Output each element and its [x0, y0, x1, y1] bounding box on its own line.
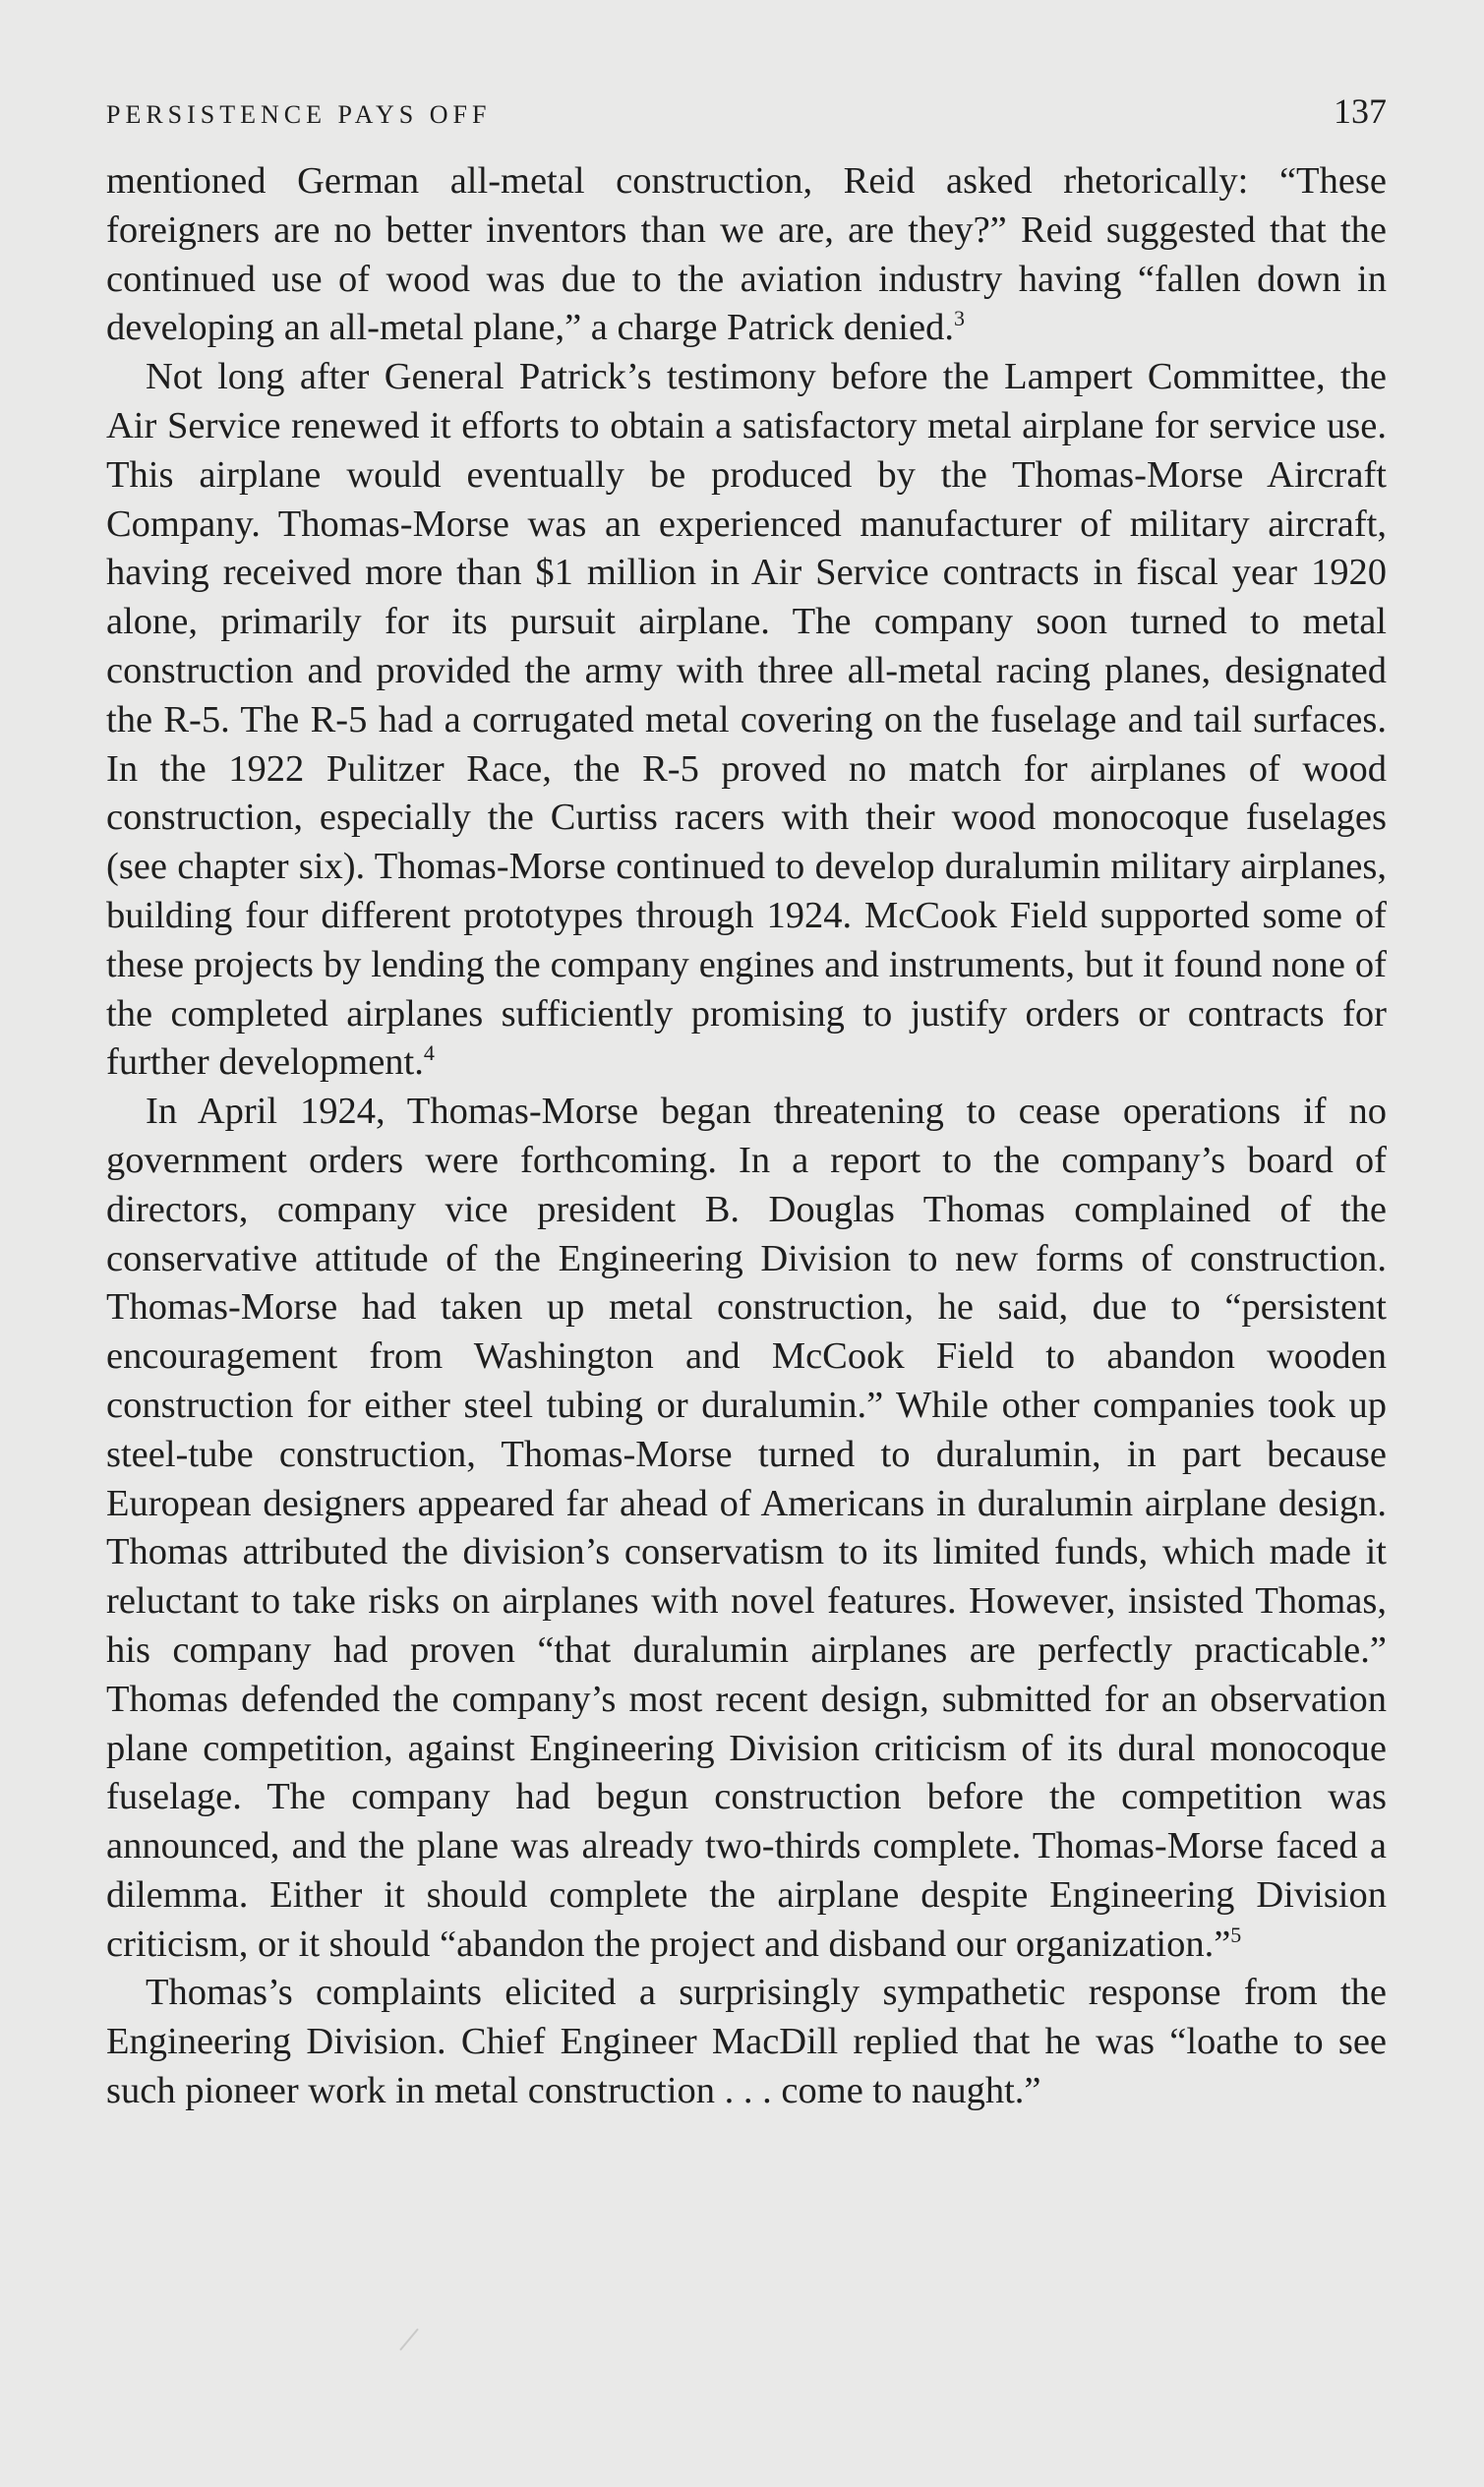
paragraph-4 — [106, 1969, 1387, 2115]
footnote-marker: 3 — [953, 306, 965, 331]
paragraph-text: In April 1924, Thomas-Morse began threatening to cease operations if no government orders were forthcoming. In a report to the company’s board of directors, company vice president B. Douglas Thomas complained of the conservative attitude of the Engineering Division to new forms of construction. Thomas-Morse had taken up metal construction, he said, due to “persistent encouragement from Washington and McCook Field to abandon wooden construction for either steel tubing or duralumin.” While other companies took up steel-tube construction, Thomas-Morse turned to duralumin, in part because European designers appeared far ahead of Americans in duralumin airplane design. Thomas attributed the division’s conservatism to its limited funds, which made it reluctant to take risks on airplanes with novel features. However, insisted Thomas, his company had proven “that duralumin airplanes are perfectly practicable.” Thomas defended the company’s most recent design, submitted for an observation plane competition, against Engineering Division criticism of its dural monocoque fuselage. The company had begun construction before the competition was announced, and the plane was already two-thirds complete. Thomas-Morse faced a dilemma. Either it should complete the airplane despite Engineering Division criticism, or it should “abandon the project and disband our organization.” — [106, 1091, 1387, 1965]
book-page — [106, 90, 1387, 2116]
paragraph-text: Not long after General Patrick’s testimony before the Lampert Committee, the Air Service renewed it efforts to obtain a satisfactory metal airplane for service use. This airplane would eventually be produced by the Thomas-Morse Aircraft Company. Thomas-Morse was an experienced manufacturer of military aircraft, having received more than $1 million in Air Service contracts in fiscal year 1920 alone, primarily for its pursuit airplane. The company soon turned to metal construction and provided the army with three all-metal racing planes, designated the R-5. The R-5 had a corrugated metal covering on the fuselage and tail surfaces. In the 1922 Pulitzer Race, the R-5 proved no match for airplanes of wood construction, especially the Curtiss racers with their wood monocoque fuselages (see chapter six). Thomas-Morse continued to develop duralumin military airplanes, building four different prototypes through 1924. McCook Field supported some of these projects by lending the company engines and instruments, but it found none of the completed airplanes sufficiently promising to justify orders or contracts for further development. — [106, 356, 1387, 1084]
body-text — [106, 157, 1387, 2116]
paragraph-text: mentioned German all-metal construction, Reid asked rhetorically: “These foreigners are no better inventors than we are, are they?” Reid suggested that the continued use of wood was due to the aviation industry having “fallen down in developing an all-metal plane,” a charge Patrick denied. — [106, 160, 1387, 349]
paragraph-2 — [106, 353, 1387, 1088]
footnote-marker: 5 — [1230, 1922, 1242, 1947]
paragraph-3 — [106, 1088, 1387, 1969]
page-number: 137 — [1334, 91, 1387, 131]
running-title: PERSISTENCE PAYS OFF — [106, 100, 492, 129]
paragraph-1 — [106, 157, 1387, 353]
running-head — [106, 90, 1387, 146]
paragraph-text: Thomas’s complaints elicited a surprisingly sympathetic response from the Engineering Division. Chief Engineer MacDill replied that he was “loathe to see such pioneer work in metal construction . . . come to naught.” — [106, 1972, 1387, 2112]
footnote-marker: 4 — [423, 1040, 435, 1066]
stray-pencil-mark — [399, 2329, 419, 2351]
